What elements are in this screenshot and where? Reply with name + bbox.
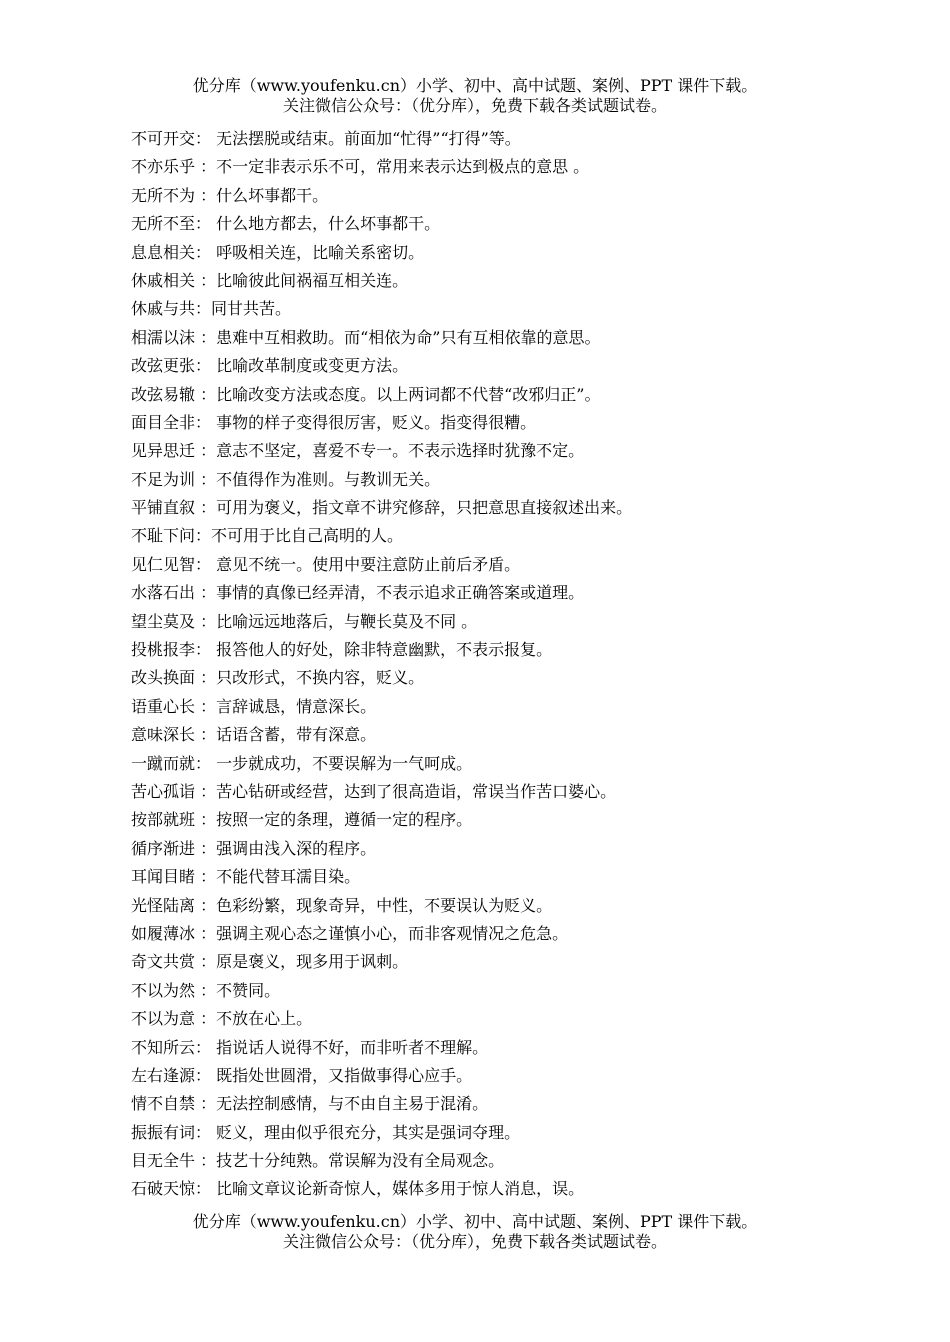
idiom-entry: 耳闻目睹 ：不能代替耳濡目染。 [131,867,361,887]
idiom-entry: 不耻下问：不可用于比自己高明的人。 [131,526,404,546]
idiom-entry: 相濡以沫 ：患难中互相救助。而“相依为命”只有互相依靠的意思。 [131,327,601,347]
idiom-entry: 休戚相关 ：比喻彼此间祸福互相关连。 [131,270,409,290]
idiom-entry: 无所不至： 什么地方都去，什么坏事都干。 [131,214,441,234]
footer-banner [0,1212,950,1252]
idiom-entry: 不亦乐乎 ：不一定非表示乐不可，常用来表示达到极点的意思 。 [131,157,590,177]
footer-line-1: 优分库（www.youfenku.cn）小学、初中、高中试题、案例、PPT 课件下载。 [192,1212,758,1231]
idiom-entry: 不以为意 ：不放在心上。 [131,1009,313,1029]
idiom-entry: 情不自禁 ：无法控制感情，与不由自主易于混淆。 [131,1094,489,1114]
idiom-entry: 奇文共赏 ：原是褒义，现多用于讽刺。 [131,952,409,972]
idiom-entry: 无所不为 ：什么坏事都干。 [131,185,329,205]
idiom-entry: 苦心孤诣 ：苦心钻研或经营，达到了很高造诣，常误当作苦口婆心。 [131,781,617,801]
idiom-entry: 光怪陆离 ：色彩纷繁，现象奇异，中性，不要误认为贬义。 [131,895,553,915]
idiom-entry: 目无全牛 ：技艺十分纯熟。常误解为没有全局观念。 [131,1151,505,1171]
idiom-entry: 改头换面 ：只改形式，不换内容，贬义。 [131,668,425,688]
idiom-entry: 面目全非： 事物的样子变得很厉害，贬义。指变得很糟。 [131,412,537,432]
idiom-entry: 水落石出 ：事情的真像已经弄清，不表示追求正确答案或道理。 [131,583,585,603]
idiom-entry: 一蹴而就： 一步就成功，不要误解为一气呵成。 [131,753,473,773]
idiom-entry: 不足为训 ：不值得作为准则。与教训无关。 [131,469,441,489]
idiom-entry: 投桃报李： 报答他人的好处，除非特意幽默，不表示报复。 [131,640,553,660]
idiom-entry: 不知所云： 指说话人说得不好，而非听者不理解。 [131,1037,489,1057]
idiom-entry: 意味深长 ：话语含蓄，带有深意。 [131,725,377,745]
idiom-entry: 改弦易辙 ：比喻改变方法或态度。以上两词都不代替“改邪归正”。 [131,384,601,404]
idiom-entry: 休戚与共：同甘共苦。 [131,299,292,319]
idiom-entry: 按部就班 ：按照一定的条理，遵循一定的程序。 [131,810,473,830]
header-line-1: 优分库（www.youfenku.cn）小学、初中、高中试题、案例、PPT 课件下载。 [192,76,758,95]
idiom-entry: 语重心长 ：言辞诚恳，情意深长。 [131,696,377,716]
idiom-entry: 望尘莫及 ：比喻远远地落后，与鞭长莫及不同 。 [131,611,478,631]
idiom-entry: 石破天惊： 比喻文章议论新奇惊人，媒体多用于惊人消息，误。 [131,1179,585,1199]
idiom-entry: 见异思迁 ：意志不坚定，喜爱不专一。不表示选择时犹豫不定。 [131,441,585,461]
idiom-entry: 不可开交： 无法摆脱或结束。前面加“忙得”“打得”等。 [131,129,521,148]
idiom-entry: 不以为然 ：不赞同。 [131,980,281,1000]
idiom-entry: 左右逢源： 既指处世圆滑，又指做事得心应手。 [131,1065,473,1085]
footer-line-2: 关注微信公众号：（优分库），免费下载各类试题试卷。 [282,1232,667,1251]
idiom-entry: 循序渐进 ：强调由浅入深的程序。 [131,838,377,858]
header-line-2: 关注微信公众号：（优分库），免费下载各类试题试卷。 [282,96,667,115]
idiom-entry: 振振有词： 贬义，理由似乎很充分，其实是强词夺理。 [131,1122,521,1142]
idiom-entry: 如履薄冰 ：强调主观心态之谨慎小心，而非客观情况之危急。 [131,923,569,943]
idiom-entry: 息息相关： 呼吸相关连，比喻关系密切。 [131,242,425,262]
idiom-entry: 改弦更张： 比喻改革制度或变更方法。 [131,356,409,376]
header-banner [0,76,950,116]
idiom-entry: 见仁见智： 意见不统一。使用中要注意防止前后矛盾。 [131,554,521,574]
idiom-list [131,125,891,1204]
idiom-entry: 平铺直叙 ：可用为褒义，指文章不讲究修辞，只把意思直接叙述出来。 [131,498,633,518]
